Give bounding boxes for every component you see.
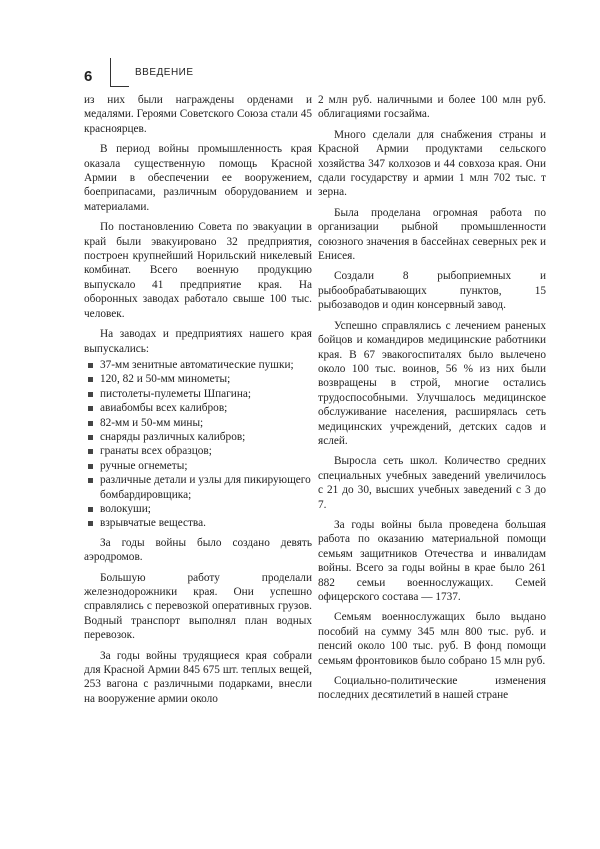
- list-item: снаряды различных калибров;: [84, 430, 312, 444]
- paragraph: Семьям военнослужащих было выдано пособий на сумму 345 млн 800 тыс. руб. и пенсий около 100 тыс. руб. В фонд помощи семьям фронтовиков было собрано 15 млн руб.: [318, 611, 546, 667]
- section-title: ВВЕДЕНИЕ: [135, 67, 194, 78]
- header-rule: [110, 58, 129, 87]
- paragraph: Была проделана огромная работа по организации рыбной промышленности союзного значения в бассейнах северных рек и Енисея.: [318, 206, 546, 263]
- right-column: [318, 93, 546, 709]
- paragraph: На заводах и предприятиях нашего края выпускались:: [84, 328, 312, 355]
- list-item: различные детали и узлы для пикирующего бомбардировщика;: [84, 473, 312, 502]
- paragraph: За годы войны была проведена большая работа по оказанию материальной помощи семьям защитников Отечества и инвалидам войны. Всего за годы войны в крае было 261 882 семьи военнослужащих. Семей офицерского состава — 1737.: [318, 518, 546, 603]
- products-list: [84, 358, 312, 531]
- paragraph: По постановлению Совета по эвакуации в край были эвакуировано 32 предприятия, построен крупнейший Норильский никелевый комбинат. Всего военную продукцию выпускало 41 предприятие края. На оборонных заводах работало свыше 100 тыс. человек.: [84, 221, 312, 320]
- paragraph: За годы войны было создано девять аэродромов.: [84, 536, 312, 564]
- list-item: взрывчатые вещества.: [84, 516, 312, 530]
- list-item: авиабомбы всех калибров;: [84, 401, 312, 415]
- list-item: гранаты всех образцов;: [84, 444, 312, 458]
- paragraph: Создали 8 рыбоприемных и рыбообрабатывающих пунктов, 15 рыбозаводов и один консервный завод.: [318, 270, 546, 312]
- page-number: 6: [84, 68, 93, 85]
- paragraph: За годы войны трудящиеся края собрали для Красной Армии 845 675 шт. теплых вещей, 253 вагона с различными подарками, внесли на вооружение армии около: [84, 649, 312, 705]
- list-item: 120, 82 и 50-мм минометы;: [84, 372, 312, 386]
- list-item: волокуши;: [84, 502, 312, 516]
- paragraph: Успешно справлялись с лечением раненых бойцов и командиров медицинские работники края. В 67 эвакогоспиталях было вылечено около 100 тыс. воинов, 56 % из них были возвращены в строй, многие остались трудоспособными. Улучшалось медицинское обслуживание населения, расширялась сеть медицинских учреждений, детских садов и яслей.: [318, 319, 546, 447]
- paragraph: Много сделали для снабжения страны и Красной Армии продуктами сельского хозяйства 347 колхозов и 44 совхоза края. Они сдали государству и армии 1 млн 702 тыс. т зерна.: [318, 128, 546, 199]
- paragraph: из них были награждены орденами и медалями. Героями Советского Союза стали 45 красноярцев.: [84, 94, 312, 135]
- left-column: [84, 93, 312, 712]
- paragraph: Выросла сеть школ. Количество средних специальных учебных заведений увеличилось с 21 до 30, высших учебных заведений с 3 до 7.: [318, 455, 546, 511]
- list-item: пистолеты-пулеметы Шпагина;: [84, 387, 312, 401]
- list-item: ручные огнеметы;: [84, 459, 312, 473]
- paragraph: Большую работу проделали железнодорожники края. Они успешно справлялись с перевозкой оперативных грузов. Водный транспорт выполнял план водных перевозок.: [84, 571, 312, 642]
- paragraph: В период войны промышленность края оказала существенную помощь Красной Армии в обеспечении ее вооружением, боеприпасами, различным оборудованием и материалами.: [84, 143, 312, 213]
- paragraph: 2 млн руб. наличными и более 100 млн руб. облигациями госзайма.: [318, 94, 546, 121]
- paragraph: Социально-политические изменения последних десятилетий в нашей стране: [318, 675, 546, 702]
- list-item: 37-мм зенитные автоматические пушки;: [84, 358, 312, 372]
- list-item: 82-мм и 50-мм мины;: [84, 416, 312, 430]
